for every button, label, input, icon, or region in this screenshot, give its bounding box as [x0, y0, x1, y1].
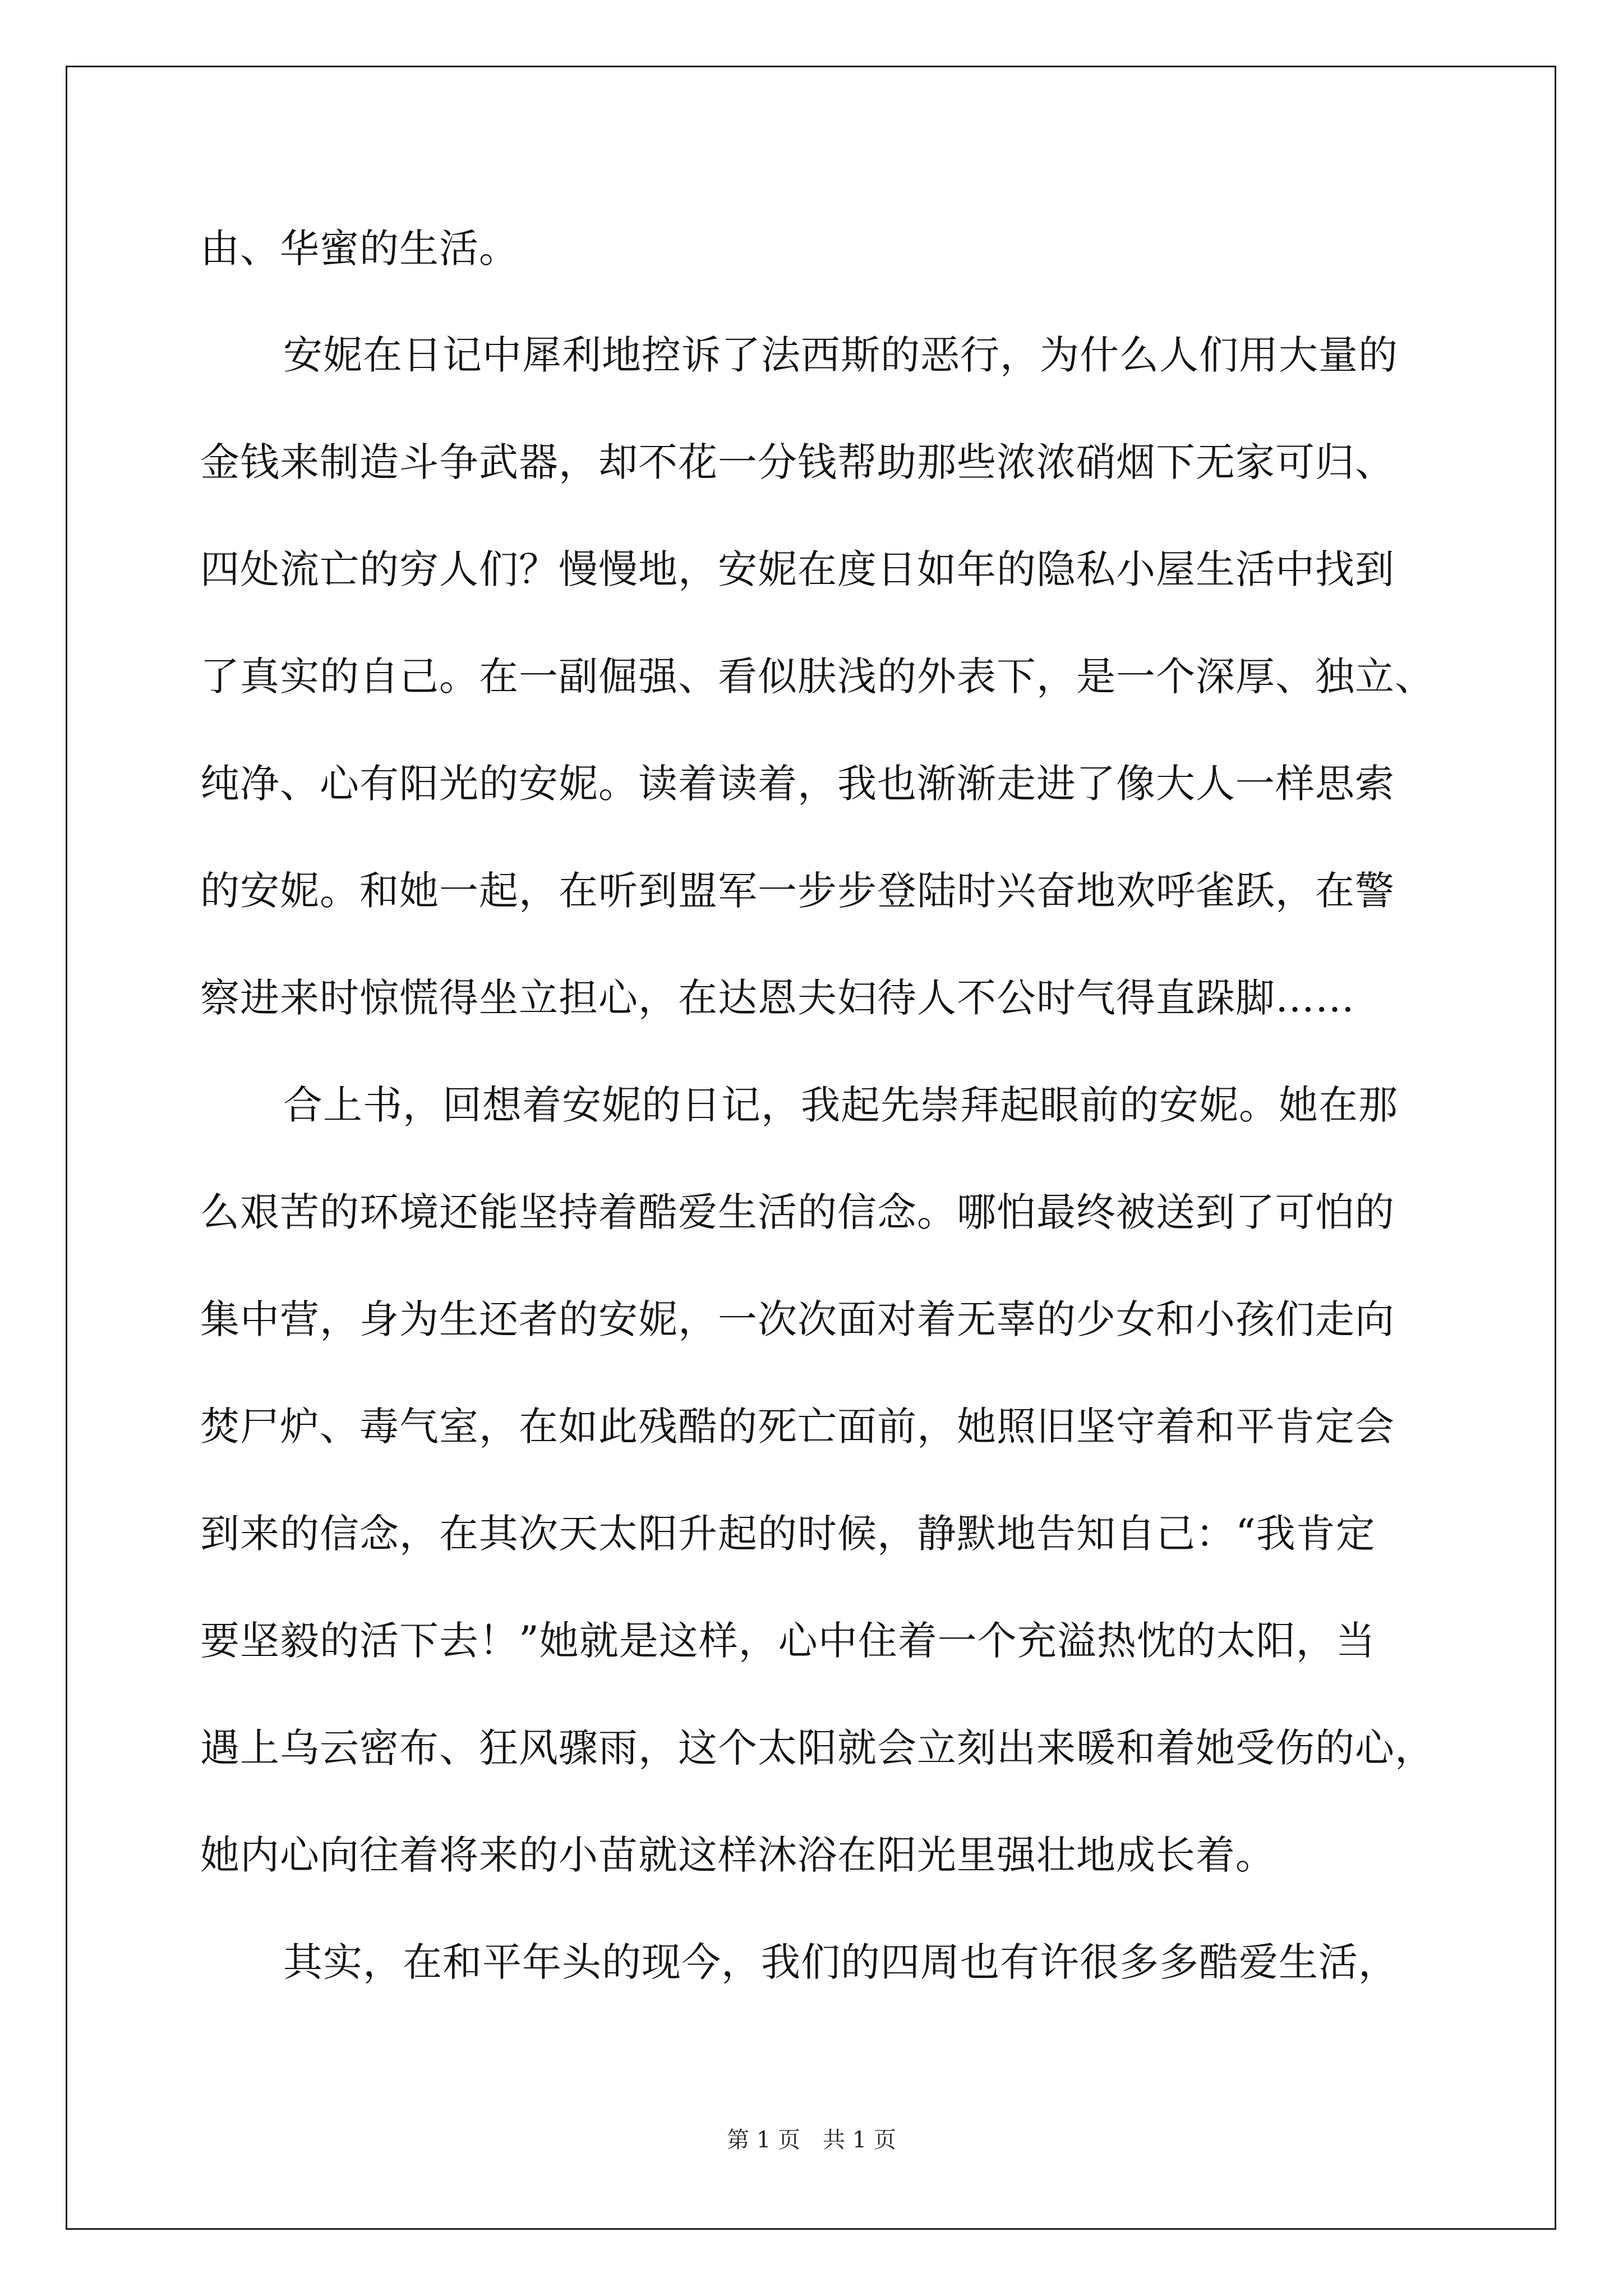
text-line: 由、华蜜的生活。 [200, 226, 519, 272]
page-footer [0, 2126, 1623, 2154]
text-line: 察进来时惊慌得坐立担心，在达恩夫妇待人不公时气得直跺脚…… [200, 975, 1355, 1021]
paragraph-first-line: 合上书，回想着安妮的日记，我起先崇拜起眼前的安妮。她在那 [283, 1082, 1398, 1128]
text-line: 的安妮。和她一起，在听到盟军一步步登陆时兴奋地欢呼雀跃，在警 [200, 868, 1395, 914]
text-line: 集中营，身为生还者的安妮，一次次面对着无辜的少女和小孩们走向 [200, 1296, 1395, 1342]
text-line: 纯净、心有阳光的安妮。读着读着，我也渐渐走进了像大人一样思索 [200, 761, 1395, 807]
text-line: 了真实的自己。在一副倔强、看似肤浅的外表下，是一个深厚、独立、 [200, 654, 1435, 700]
text-line: 到来的信念，在其次天太阳升起的时候，静默地告知自己：“我肯定 [200, 1511, 1376, 1557]
page-number: 第 1 页 [727, 2127, 800, 2153]
text-line: 焚尸炉、毒气室，在如此残酷的死亡面前，她照旧坚守着和平肯定会 [200, 1404, 1395, 1450]
text-line: 遇上乌云密布、狂风骤雨，这个太阳就会立刻出来暖和着她受伤的心， [200, 1725, 1435, 1771]
page-border [66, 66, 1556, 2230]
paragraph-first-line: 安妮在日记中犀利地控诉了法西斯的恶行，为什么人们用大量的 [283, 332, 1398, 378]
total-pages: 共 1 页 [823, 2127, 896, 2153]
paragraph-first-line: 其实，在和平年头的现今，我们的四周也有许很多多酷爱生活， [283, 1939, 1398, 1985]
text-line: 要坚毅的活下去！”她就是这样，心中住着一个充溢热忱的太阳，当 [200, 1618, 1376, 1664]
text-line: 么艰苦的环境还能坚持着酷爱生活的信念。哪怕最终被送到了可怕的 [200, 1189, 1395, 1235]
text-line: 金钱来制造斗争武器，却不花一分钱帮助那些浓浓硝烟下无家可归、 [200, 439, 1395, 485]
text-line: 她内心向往着将来的小苗就这样沐浴在阳光里强壮地成长着。 [200, 1832, 1275, 1878]
text-line: 四处流亡的穷人们？慢慢地，安妮在度日如年的隐私小屋生活中找到 [200, 546, 1395, 592]
